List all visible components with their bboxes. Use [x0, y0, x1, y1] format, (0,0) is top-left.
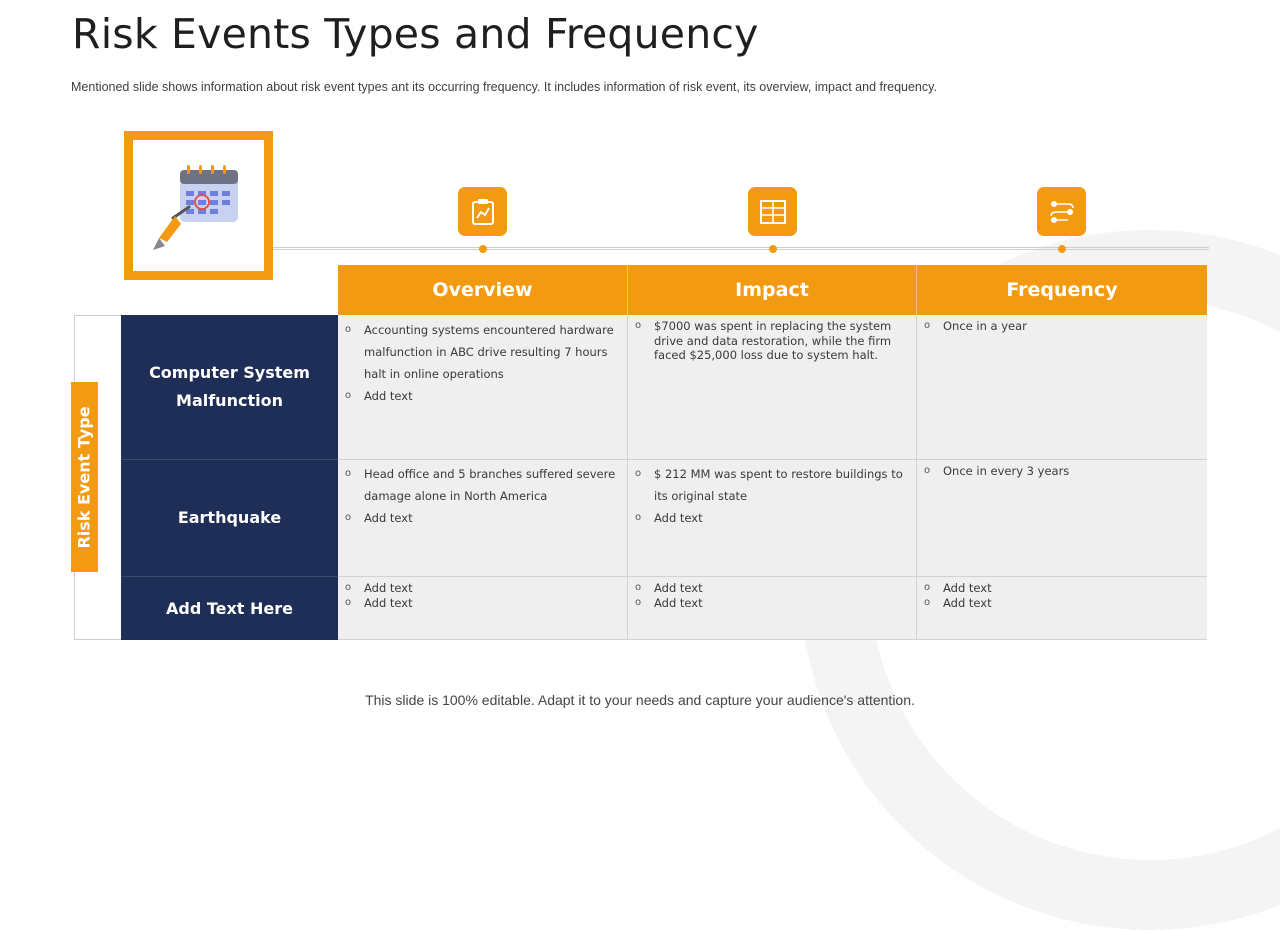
list-item: o Head office and 5 branches suffered severe damage alone in North America [344, 463, 621, 507]
list-item: o Once in a year [923, 319, 1201, 334]
list-item: o Add text [923, 596, 1201, 611]
list-item: o Add text [634, 581, 910, 596]
cell-frequency-row2 [917, 460, 1207, 577]
timeline-dot [769, 245, 777, 253]
process-flow-icon [1037, 187, 1086, 236]
cell-impact-row1 [628, 315, 917, 460]
page-subtitle: Mentioned slide shows information about risk event types ant its occurring frequency. It includes information of risk event, its overview, impact and frequency. [71, 80, 937, 94]
cell-impact-row2 [628, 460, 917, 577]
list-item: o $ 212 MM was spent to restore buildings to its original state [634, 463, 910, 507]
footer-note: This slide is 100% editable. Adapt it to your needs and capture your audience's attention. [365, 692, 915, 708]
hero-image-frame [124, 131, 273, 280]
list-item: o Add text [344, 507, 621, 529]
calendar-pen-icon [133, 140, 264, 271]
column-header-frequency: Frequency [917, 265, 1207, 315]
timeline-dot [1058, 245, 1066, 253]
risk-event-type-label: Risk Event Type [71, 382, 98, 572]
page-title: Risk Events Types and Frequency [72, 10, 759, 58]
cell-overview-row3 [338, 577, 628, 640]
cell-frequency-row1 [917, 315, 1207, 460]
timeline-dot [479, 245, 487, 253]
row-header-computer-system: Computer System Malfunction [121, 315, 338, 460]
cell-overview-row2 [338, 460, 628, 577]
list-item: o Add text [923, 581, 1201, 596]
list-item: o Add text [344, 596, 621, 611]
timeline-line [273, 247, 1209, 250]
list-item: o Add text [344, 581, 621, 596]
clipboard-chart-icon [458, 187, 507, 236]
list-item: o Add text [634, 507, 910, 529]
list-item: o Accounting systems encountered hardware malfunction in ABC drive resulting 7 hours halt in online operations [344, 319, 621, 385]
list-item: o Add text [634, 596, 910, 611]
cell-frequency-row3 [917, 577, 1207, 640]
column-header-overview: Overview [338, 265, 628, 315]
column-header-impact: Impact [628, 265, 917, 315]
cell-overview-row1 [338, 315, 628, 460]
list-item: o $7000 was spent in replacing the system drive and data restoration, while the firm faced $25,000 loss due to system halt. [634, 319, 910, 363]
row-header-earthquake: Earthquake [121, 460, 338, 577]
server-rack-icon [748, 187, 797, 236]
row-header-add-text: Add Text Here [121, 577, 338, 640]
list-item: o Once in every 3 years [923, 464, 1201, 479]
list-item: o Add text [344, 385, 621, 407]
cell-impact-row3 [628, 577, 917, 640]
